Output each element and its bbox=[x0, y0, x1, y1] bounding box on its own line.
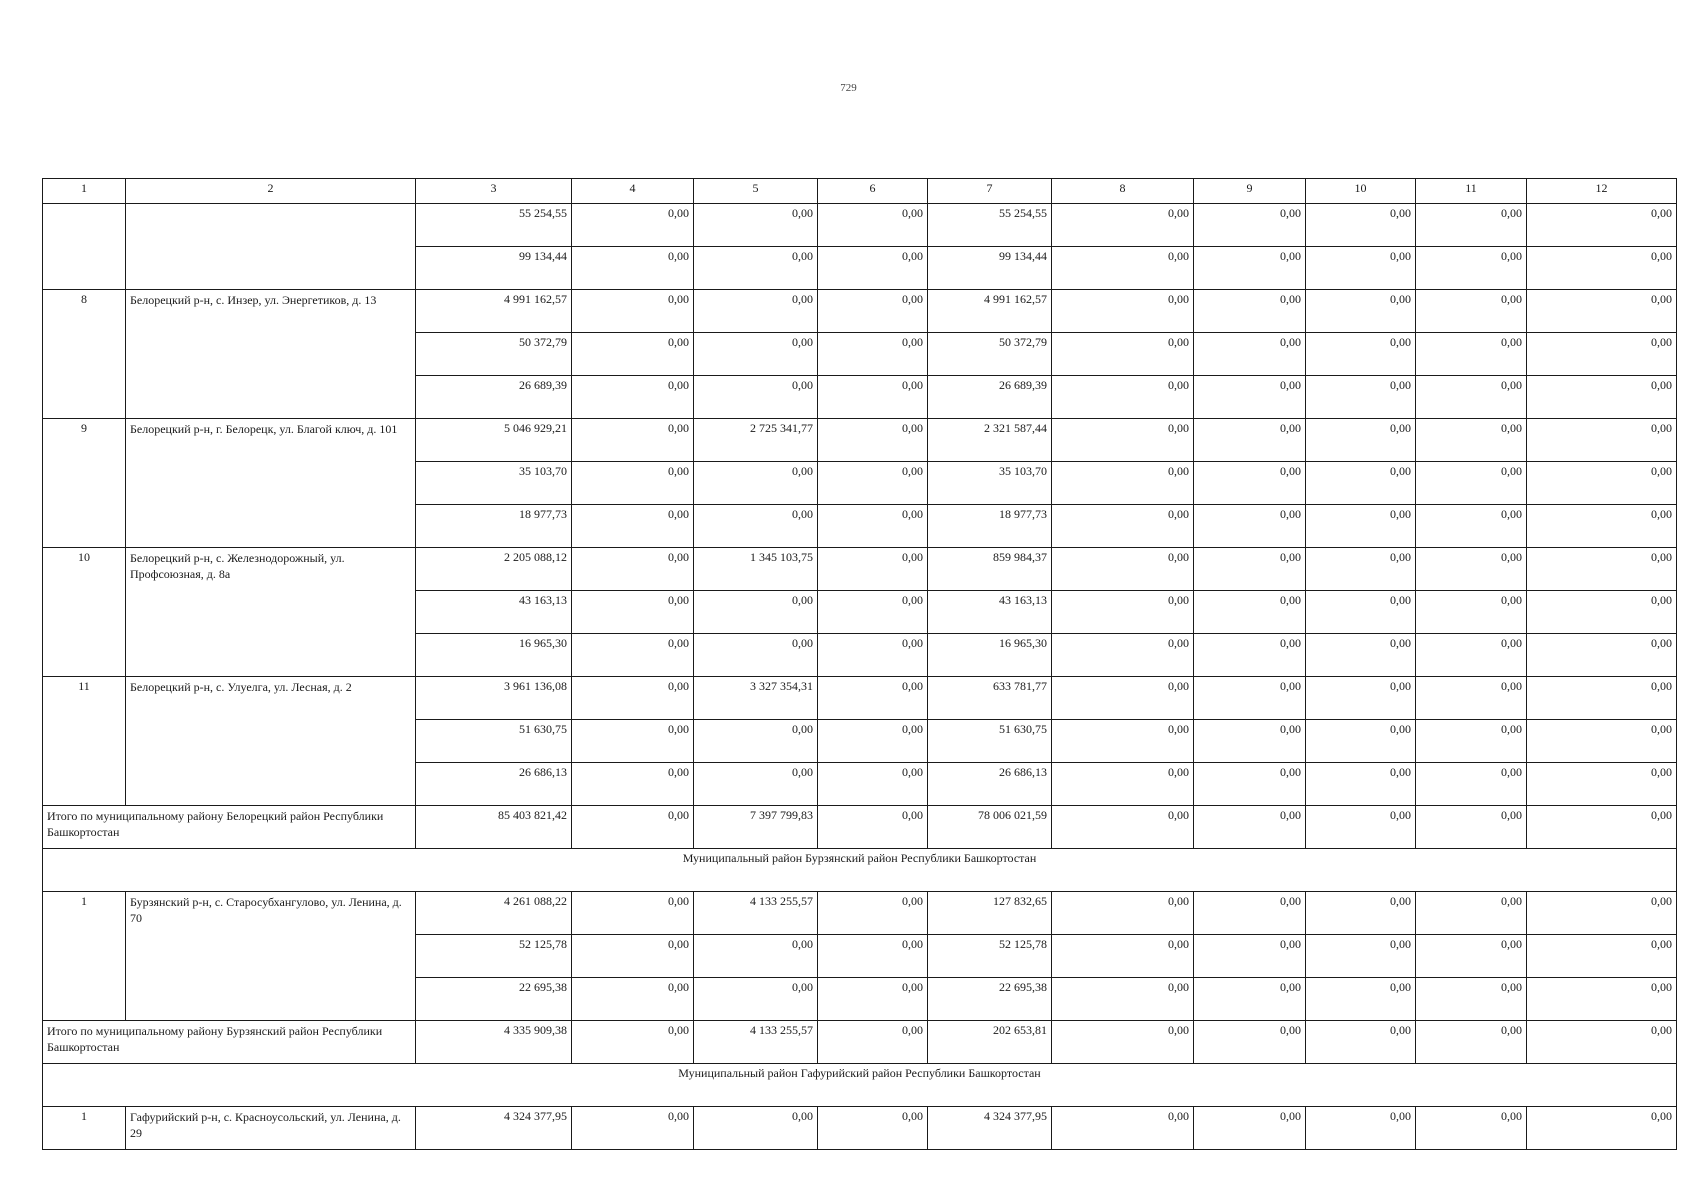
amount-cell: 0,00 bbox=[1052, 677, 1194, 720]
object-number-cell: 11 bbox=[43, 677, 126, 806]
amount-cell: 0,00 bbox=[1194, 677, 1306, 720]
amount-cell: 0,00 bbox=[1306, 419, 1416, 462]
amount-cell: 0,00 bbox=[572, 677, 694, 720]
amount-cell: 0,00 bbox=[1306, 290, 1416, 333]
amount-cell: 0,00 bbox=[572, 720, 694, 763]
amount-cell: 85 403 821,42 bbox=[416, 806, 572, 849]
column-header: 2 bbox=[126, 179, 416, 204]
amount-cell: 0,00 bbox=[1052, 634, 1194, 677]
amount-cell: 0,00 bbox=[1416, 1107, 1527, 1150]
amount-cell: 0,00 bbox=[1527, 634, 1677, 677]
amount-cell: 0,00 bbox=[1306, 505, 1416, 548]
object-address-cell: Белорецкий р-н, с. Инзер, ул. Энергетиков, д. 13 bbox=[126, 290, 416, 419]
amount-cell: 7 397 799,83 bbox=[694, 806, 818, 849]
amount-cell: 4 991 162,57 bbox=[416, 290, 572, 333]
amount-cell: 0,00 bbox=[1052, 1021, 1194, 1064]
column-header: 4 bbox=[572, 179, 694, 204]
amount-cell: 4 261 088,22 bbox=[416, 892, 572, 935]
amount-cell: 0,00 bbox=[1052, 204, 1194, 247]
amount-cell: 0,00 bbox=[1194, 978, 1306, 1021]
amount-cell: 16 965,30 bbox=[416, 634, 572, 677]
amount-cell: 0,00 bbox=[1416, 978, 1527, 1021]
amount-cell: 0,00 bbox=[694, 978, 818, 1021]
amount-cell: 0,00 bbox=[818, 419, 928, 462]
amount-cell: 0,00 bbox=[1194, 204, 1306, 247]
amount-cell: 0,00 bbox=[1306, 247, 1416, 290]
amount-cell: 0,00 bbox=[572, 806, 694, 849]
column-header: 6 bbox=[818, 179, 928, 204]
amount-cell: 0,00 bbox=[1052, 376, 1194, 419]
amount-cell: 0,00 bbox=[818, 247, 928, 290]
amount-cell: 0,00 bbox=[1194, 892, 1306, 935]
amount-cell: 0,00 bbox=[572, 376, 694, 419]
table-row bbox=[43, 419, 1677, 462]
table-row bbox=[43, 1021, 1677, 1064]
amount-cell: 0,00 bbox=[694, 462, 818, 505]
amount-cell: 0,00 bbox=[694, 935, 818, 978]
amount-cell: 0,00 bbox=[1527, 591, 1677, 634]
amount-cell: 0,00 bbox=[1194, 376, 1306, 419]
amount-cell: 0,00 bbox=[1306, 462, 1416, 505]
amount-cell: 4 133 255,57 bbox=[694, 892, 818, 935]
amount-cell: 0,00 bbox=[1416, 290, 1527, 333]
amount-cell: 51 630,75 bbox=[928, 720, 1052, 763]
amount-cell: 50 372,79 bbox=[416, 333, 572, 376]
amount-cell: 0,00 bbox=[818, 978, 928, 1021]
amount-cell: 18 977,73 bbox=[928, 505, 1052, 548]
amount-cell: 0,00 bbox=[1194, 505, 1306, 548]
amount-cell: 0,00 bbox=[818, 333, 928, 376]
amount-cell: 0,00 bbox=[572, 763, 694, 806]
amount-cell: 0,00 bbox=[1306, 806, 1416, 849]
amount-cell: 0,00 bbox=[1527, 720, 1677, 763]
amount-cell: 99 134,44 bbox=[416, 247, 572, 290]
amount-cell: 0,00 bbox=[572, 333, 694, 376]
amount-cell: 0,00 bbox=[1416, 505, 1527, 548]
amount-cell: 0,00 bbox=[1527, 677, 1677, 720]
column-header: 7 bbox=[928, 179, 1052, 204]
amount-cell: 0,00 bbox=[1416, 634, 1527, 677]
amount-cell: 0,00 bbox=[1416, 204, 1527, 247]
amount-cell: 43 163,13 bbox=[416, 591, 572, 634]
amount-cell: 0,00 bbox=[1416, 462, 1527, 505]
amount-cell: 4 324 377,95 bbox=[928, 1107, 1052, 1150]
amount-cell: 0,00 bbox=[1306, 978, 1416, 1021]
amount-cell: 0,00 bbox=[1306, 1021, 1416, 1064]
amount-cell: 0,00 bbox=[818, 548, 928, 591]
amount-cell: 0,00 bbox=[1052, 892, 1194, 935]
column-header: 9 bbox=[1194, 179, 1306, 204]
amount-cell: 0,00 bbox=[1194, 1107, 1306, 1150]
object-number-cell: 10 bbox=[43, 548, 126, 677]
table-row bbox=[43, 849, 1677, 892]
amount-cell: 2 205 088,12 bbox=[416, 548, 572, 591]
amount-cell: 26 689,39 bbox=[928, 376, 1052, 419]
amount-cell: 0,00 bbox=[694, 247, 818, 290]
amount-cell: 0,00 bbox=[572, 1021, 694, 1064]
amount-cell: 0,00 bbox=[818, 720, 928, 763]
amount-cell: 0,00 bbox=[572, 247, 694, 290]
amount-cell: 4 335 909,38 bbox=[416, 1021, 572, 1064]
amount-cell: 0,00 bbox=[1527, 892, 1677, 935]
amount-cell: 0,00 bbox=[1416, 763, 1527, 806]
amount-cell: 50 372,79 bbox=[928, 333, 1052, 376]
amount-cell: 3 961 136,08 bbox=[416, 677, 572, 720]
amount-cell: 0,00 bbox=[1052, 763, 1194, 806]
amount-cell: 0,00 bbox=[1052, 462, 1194, 505]
amount-cell: 0,00 bbox=[694, 505, 818, 548]
column-header: 12 bbox=[1527, 179, 1677, 204]
column-header: 3 bbox=[416, 179, 572, 204]
amount-cell: 0,00 bbox=[1306, 763, 1416, 806]
amount-cell: 0,00 bbox=[1194, 247, 1306, 290]
page-number: 729 bbox=[840, 82, 857, 94]
amount-cell: 0,00 bbox=[1194, 591, 1306, 634]
object-address-cell: Гафурийский р-н, с. Красноусольский, ул. Ленина, д. 29 bbox=[126, 1107, 416, 1150]
amount-cell: 0,00 bbox=[1416, 677, 1527, 720]
amount-cell: 1 345 103,75 bbox=[694, 548, 818, 591]
object-number-cell: 1 bbox=[43, 892, 126, 1021]
amount-cell: 0,00 bbox=[818, 462, 928, 505]
object-number-cell: 9 bbox=[43, 419, 126, 548]
amount-cell: 0,00 bbox=[572, 634, 694, 677]
column-header: 1 bbox=[43, 179, 126, 204]
amount-cell: 0,00 bbox=[1052, 247, 1194, 290]
amount-cell: 18 977,73 bbox=[416, 505, 572, 548]
amount-cell: 78 006 021,59 bbox=[928, 806, 1052, 849]
amount-cell: 55 254,55 bbox=[416, 204, 572, 247]
amount-cell: 0,00 bbox=[572, 290, 694, 333]
amount-cell: 0,00 bbox=[1194, 720, 1306, 763]
section-title-cell: Муниципальный район Гафурийский район Республики Башкортостан bbox=[43, 1064, 1677, 1107]
amount-cell: 0,00 bbox=[572, 935, 694, 978]
amount-cell: 0,00 bbox=[1194, 763, 1306, 806]
amount-cell: 35 103,70 bbox=[416, 462, 572, 505]
amount-cell: 0,00 bbox=[818, 892, 928, 935]
amount-cell: 4 324 377,95 bbox=[416, 1107, 572, 1150]
amount-cell: 0,00 bbox=[1194, 462, 1306, 505]
amount-cell: 0,00 bbox=[818, 204, 928, 247]
object-number-cell: 1 bbox=[43, 1107, 126, 1150]
object-address-cell: Белорецкий р-н, с. Улуелга, ул. Лесная, д. 2 bbox=[126, 677, 416, 806]
amount-cell: 0,00 bbox=[1416, 1021, 1527, 1064]
object-address-cell: Белорецкий р-н, с. Железнодорожный, ул. Профсоюзная, д. 8а bbox=[126, 548, 416, 677]
amount-cell: 0,00 bbox=[1527, 247, 1677, 290]
amount-cell: 0,00 bbox=[572, 419, 694, 462]
amount-cell: 0,00 bbox=[1052, 333, 1194, 376]
amount-cell: 0,00 bbox=[818, 376, 928, 419]
amount-cell: 0,00 bbox=[818, 634, 928, 677]
table-row bbox=[43, 892, 1677, 935]
amount-cell: 0,00 bbox=[818, 1021, 928, 1064]
amount-cell: 0,00 bbox=[1194, 935, 1306, 978]
amount-cell: 0,00 bbox=[1052, 419, 1194, 462]
table-row bbox=[43, 290, 1677, 333]
amount-cell: 0,00 bbox=[1527, 376, 1677, 419]
amount-cell: 859 984,37 bbox=[928, 548, 1052, 591]
amount-cell: 0,00 bbox=[694, 763, 818, 806]
amount-cell: 0,00 bbox=[1306, 634, 1416, 677]
amount-cell: 202 653,81 bbox=[928, 1021, 1052, 1064]
amount-cell: 52 125,78 bbox=[416, 935, 572, 978]
amount-cell: 0,00 bbox=[818, 935, 928, 978]
amount-cell: 55 254,55 bbox=[928, 204, 1052, 247]
amount-cell: 0,00 bbox=[818, 763, 928, 806]
amount-cell: 0,00 bbox=[1052, 935, 1194, 978]
table-row bbox=[43, 548, 1677, 591]
amount-cell: 0,00 bbox=[1527, 333, 1677, 376]
amount-cell: 0,00 bbox=[1194, 634, 1306, 677]
amount-cell: 0,00 bbox=[1416, 376, 1527, 419]
amount-cell: 0,00 bbox=[572, 892, 694, 935]
amount-cell: 0,00 bbox=[1052, 1107, 1194, 1150]
column-header: 5 bbox=[694, 179, 818, 204]
amount-cell: 0,00 bbox=[1306, 935, 1416, 978]
amount-cell: 0,00 bbox=[1527, 935, 1677, 978]
amount-cell: 0,00 bbox=[1416, 591, 1527, 634]
amount-cell: 0,00 bbox=[572, 548, 694, 591]
amount-cell: 0,00 bbox=[694, 333, 818, 376]
amount-cell: 127 832,65 bbox=[928, 892, 1052, 935]
amount-cell: 0,00 bbox=[694, 634, 818, 677]
amount-cell: 0,00 bbox=[1527, 419, 1677, 462]
amount-cell: 0,00 bbox=[1306, 1107, 1416, 1150]
column-header: 10 bbox=[1306, 179, 1416, 204]
amount-cell: 0,00 bbox=[1527, 505, 1677, 548]
amount-cell: 26 686,13 bbox=[416, 763, 572, 806]
amount-cell: 0,00 bbox=[1527, 1107, 1677, 1150]
amount-cell: 0,00 bbox=[1306, 591, 1416, 634]
amount-cell: 43 163,13 bbox=[928, 591, 1052, 634]
amount-cell: 0,00 bbox=[1527, 548, 1677, 591]
amount-cell: 0,00 bbox=[1194, 806, 1306, 849]
amount-cell: 0,00 bbox=[1416, 333, 1527, 376]
amount-cell: 0,00 bbox=[1306, 376, 1416, 419]
amount-cell: 51 630,75 bbox=[416, 720, 572, 763]
amount-cell: 0,00 bbox=[694, 1107, 818, 1150]
amount-cell: 0,00 bbox=[1194, 419, 1306, 462]
amount-cell: 0,00 bbox=[1416, 720, 1527, 763]
amount-cell: 0,00 bbox=[818, 290, 928, 333]
amount-cell: 0,00 bbox=[572, 978, 694, 1021]
column-header: 8 bbox=[1052, 179, 1194, 204]
table-row bbox=[43, 1064, 1677, 1107]
amount-cell: 0,00 bbox=[1416, 548, 1527, 591]
amount-cell: 0,00 bbox=[1527, 290, 1677, 333]
amount-cell: 0,00 bbox=[1194, 290, 1306, 333]
amount-cell: 633 781,77 bbox=[928, 677, 1052, 720]
district-total-label: Итого по муниципальному району Белорецкий район Республики Башкортостан bbox=[43, 806, 416, 849]
amount-cell: 0,00 bbox=[572, 462, 694, 505]
object-number-cell: 8 bbox=[43, 290, 126, 419]
amount-cell: 0,00 bbox=[1416, 935, 1527, 978]
amount-cell: 0,00 bbox=[1052, 720, 1194, 763]
amount-cell: 0,00 bbox=[1416, 419, 1527, 462]
amount-cell: 22 695,38 bbox=[928, 978, 1052, 1021]
amount-cell: 4 133 255,57 bbox=[694, 1021, 818, 1064]
amount-cell: 0,00 bbox=[1052, 505, 1194, 548]
table-row bbox=[43, 1107, 1677, 1150]
amount-cell: 22 695,38 bbox=[416, 978, 572, 1021]
amount-cell: 0,00 bbox=[694, 720, 818, 763]
amount-cell: 0,00 bbox=[1052, 978, 1194, 1021]
amount-cell: 0,00 bbox=[694, 376, 818, 419]
amount-cell: 0,00 bbox=[1052, 548, 1194, 591]
amount-cell: 0,00 bbox=[1527, 763, 1677, 806]
amount-cell: 0,00 bbox=[818, 505, 928, 548]
amount-cell: 35 103,70 bbox=[928, 462, 1052, 505]
amount-cell: 99 134,44 bbox=[928, 247, 1052, 290]
amount-cell: 0,00 bbox=[1052, 290, 1194, 333]
object-address-cell: Белорецкий р-н, г. Белорецк, ул. Благой ключ, д. 101 bbox=[126, 419, 416, 548]
amount-cell: 0,00 bbox=[694, 591, 818, 634]
object-address-cell-continued bbox=[126, 204, 416, 290]
amount-cell: 0,00 bbox=[1306, 720, 1416, 763]
amount-cell: 0,00 bbox=[1527, 806, 1677, 849]
table-row bbox=[43, 677, 1677, 720]
object-address-cell: Бурзянский р-н, с. Старосубхангулово, ул. Ленина, д. 70 bbox=[126, 892, 416, 1021]
amount-cell: 26 686,13 bbox=[928, 763, 1052, 806]
amount-cell: 0,00 bbox=[1194, 1021, 1306, 1064]
amount-cell: 0,00 bbox=[1306, 677, 1416, 720]
amount-cell: 0,00 bbox=[1194, 548, 1306, 591]
amount-cell: 0,00 bbox=[1306, 333, 1416, 376]
amount-cell: 3 327 354,31 bbox=[694, 677, 818, 720]
amount-cell: 4 991 162,57 bbox=[928, 290, 1052, 333]
object-number-cell-continued bbox=[43, 204, 126, 290]
amount-cell: 0,00 bbox=[1306, 548, 1416, 591]
amount-cell: 0,00 bbox=[1527, 204, 1677, 247]
amount-cell: 0,00 bbox=[1052, 806, 1194, 849]
amount-cell: 0,00 bbox=[1194, 333, 1306, 376]
amount-cell: 0,00 bbox=[572, 1107, 694, 1150]
amount-cell: 0,00 bbox=[1527, 978, 1677, 1021]
district-total-label: Итого по муниципальному району Бурзянский район Республики Башкортостан bbox=[43, 1021, 416, 1064]
amount-cell: 0,00 bbox=[1306, 892, 1416, 935]
section-title-cell: Муниципальный район Бурзянский район Республики Башкортостан bbox=[43, 849, 1677, 892]
register-sheet bbox=[42, 178, 1676, 1150]
amount-cell: 0,00 bbox=[572, 505, 694, 548]
column-number-header-row bbox=[43, 179, 1677, 204]
amount-cell: 0,00 bbox=[572, 204, 694, 247]
amount-cell: 0,00 bbox=[694, 290, 818, 333]
amount-cell: 0,00 bbox=[1416, 247, 1527, 290]
amount-cell: 0,00 bbox=[818, 591, 928, 634]
amount-cell: 0,00 bbox=[1052, 591, 1194, 634]
amount-cell: 0,00 bbox=[1527, 462, 1677, 505]
amount-cell: 16 965,30 bbox=[928, 634, 1052, 677]
amount-cell: 0,00 bbox=[572, 591, 694, 634]
amount-cell: 0,00 bbox=[818, 677, 928, 720]
table-row bbox=[43, 204, 1677, 247]
table-row bbox=[43, 806, 1677, 849]
amount-cell: 0,00 bbox=[1416, 892, 1527, 935]
amount-cell: 26 689,39 bbox=[416, 376, 572, 419]
amount-cell: 0,00 bbox=[818, 806, 928, 849]
register-table-body bbox=[43, 204, 1677, 1150]
amount-cell: 0,00 bbox=[694, 204, 818, 247]
amount-cell: 2 725 341,77 bbox=[694, 419, 818, 462]
amount-cell: 0,00 bbox=[1416, 806, 1527, 849]
column-header: 11 bbox=[1416, 179, 1527, 204]
register-table bbox=[42, 178, 1677, 1150]
amount-cell: 0,00 bbox=[818, 1107, 928, 1150]
amount-cell: 0,00 bbox=[1527, 1021, 1677, 1064]
amount-cell: 0,00 bbox=[1306, 204, 1416, 247]
amount-cell: 5 046 929,21 bbox=[416, 419, 572, 462]
amount-cell: 52 125,78 bbox=[928, 935, 1052, 978]
amount-cell: 2 321 587,44 bbox=[928, 419, 1052, 462]
